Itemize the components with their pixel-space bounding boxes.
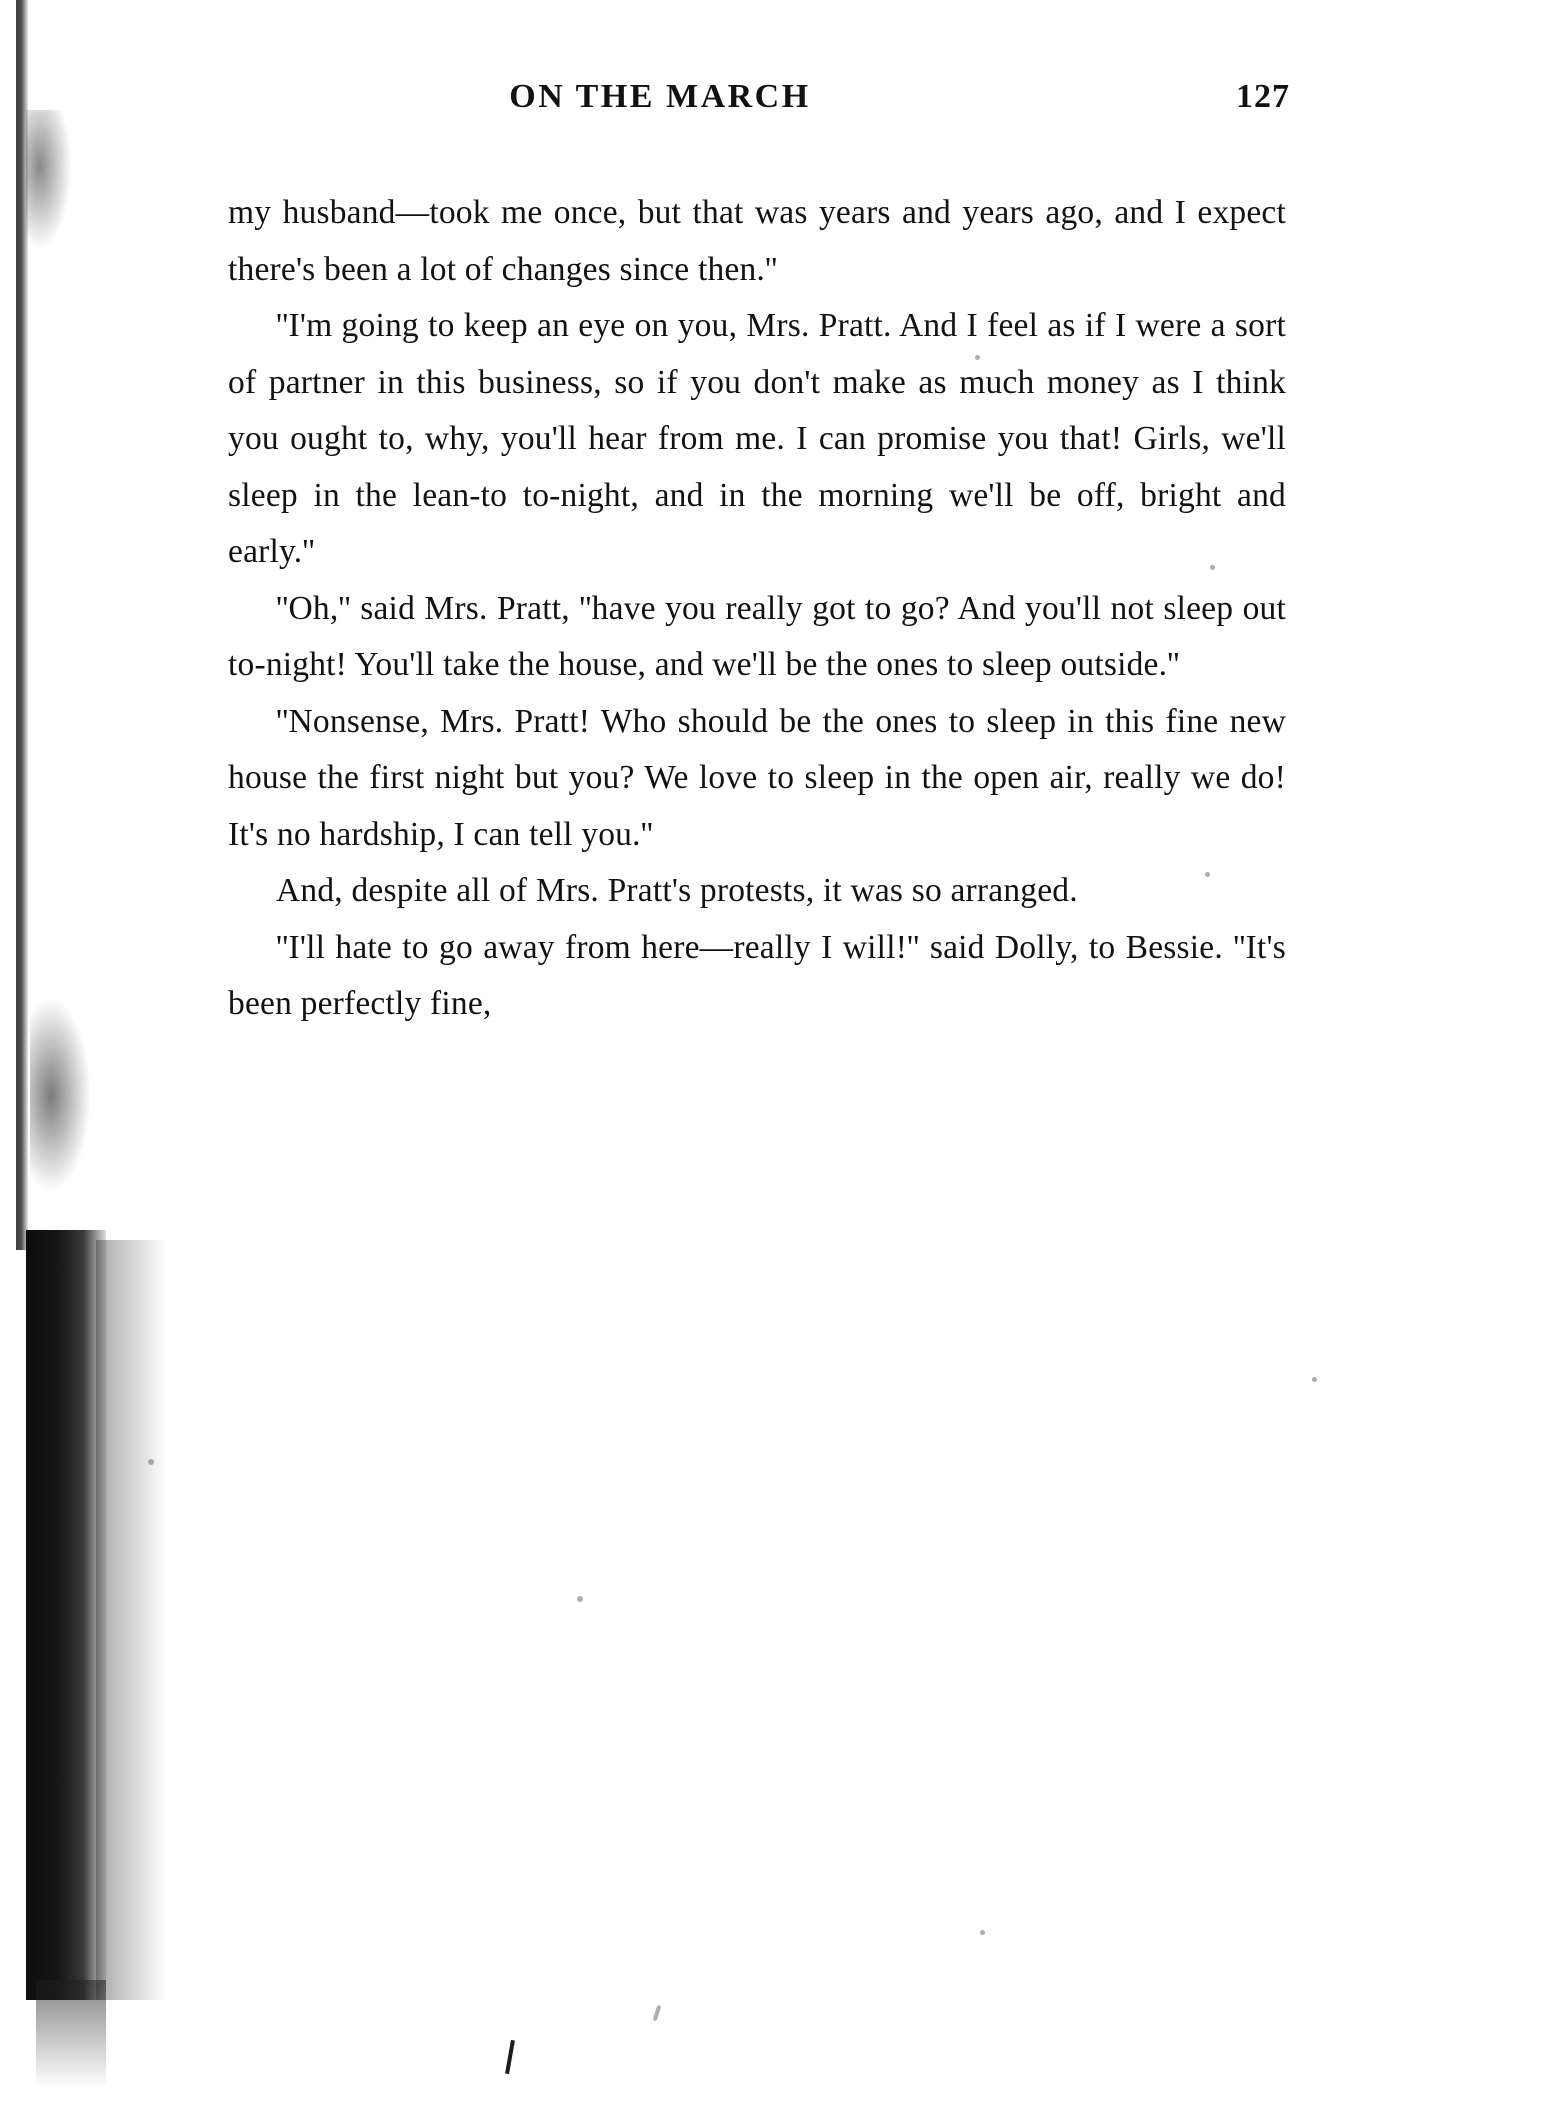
paragraph: ''I'm going to keep an eye on you, Mrs. Pratt. And I feel as if I were a sort of partner in this business, so if you don't make as much money as I think you ought to, why, you'll hear from me. I can promise you that! Girls, we'll sleep in the lean-to to-night, and in the morning we'll be off, bright and early.'' (228, 307, 1286, 570)
scan-shadow-block (26, 1230, 106, 2000)
scan-speck (1205, 872, 1210, 877)
scan-smudge-upper (26, 110, 72, 250)
scan-edge-bar (16, 0, 28, 1250)
scan-speck (980, 1930, 985, 1935)
scan-speck (577, 1596, 583, 1602)
paragraph: ''Nonsense, Mrs. Pratt! Who should be the ones to sleep in this fine new house the first night but you? We love to sleep in the open air, really we do! It's no hardship, I can tell you.'' (228, 702, 1286, 853)
scan-speck (148, 1459, 154, 1465)
body-text (228, 185, 1286, 1033)
scan-smudge-middle (30, 1000, 90, 1190)
scan-speck (1210, 565, 1215, 570)
paragraph: ''I'll hate to go away from here—really I will!'' said Dolly, to Bessie. ''It's been perfectly fine, (228, 928, 1286, 1022)
scan-shadow-tail (36, 1980, 106, 2100)
scan-shadow-fade (96, 1240, 166, 2000)
scan-speck (653, 2005, 662, 2021)
scan-edge-artifact (0, 0, 150, 2116)
scan-speck (1312, 1377, 1317, 1382)
scan-speck (975, 355, 980, 360)
scan-pen-mark (505, 2040, 515, 2074)
running-head: ON THE MARCH (509, 78, 811, 115)
paragraph: ''Oh,'' said Mrs. Pratt, ''have you really got to go? And you'll not sleep out to-night! You'll take the house, and we'll be the ones to sleep outside.'' (228, 589, 1286, 683)
page-header (230, 78, 1290, 126)
paragraph: my husband—took me once, but that was years and years ago, and I expect there's been a lot of changes since then.'' (228, 194, 1286, 288)
page-number: 127 (1236, 78, 1290, 115)
paragraph: And, despite all of Mrs. Pratt's protests, it was so arranged. (276, 872, 1078, 909)
